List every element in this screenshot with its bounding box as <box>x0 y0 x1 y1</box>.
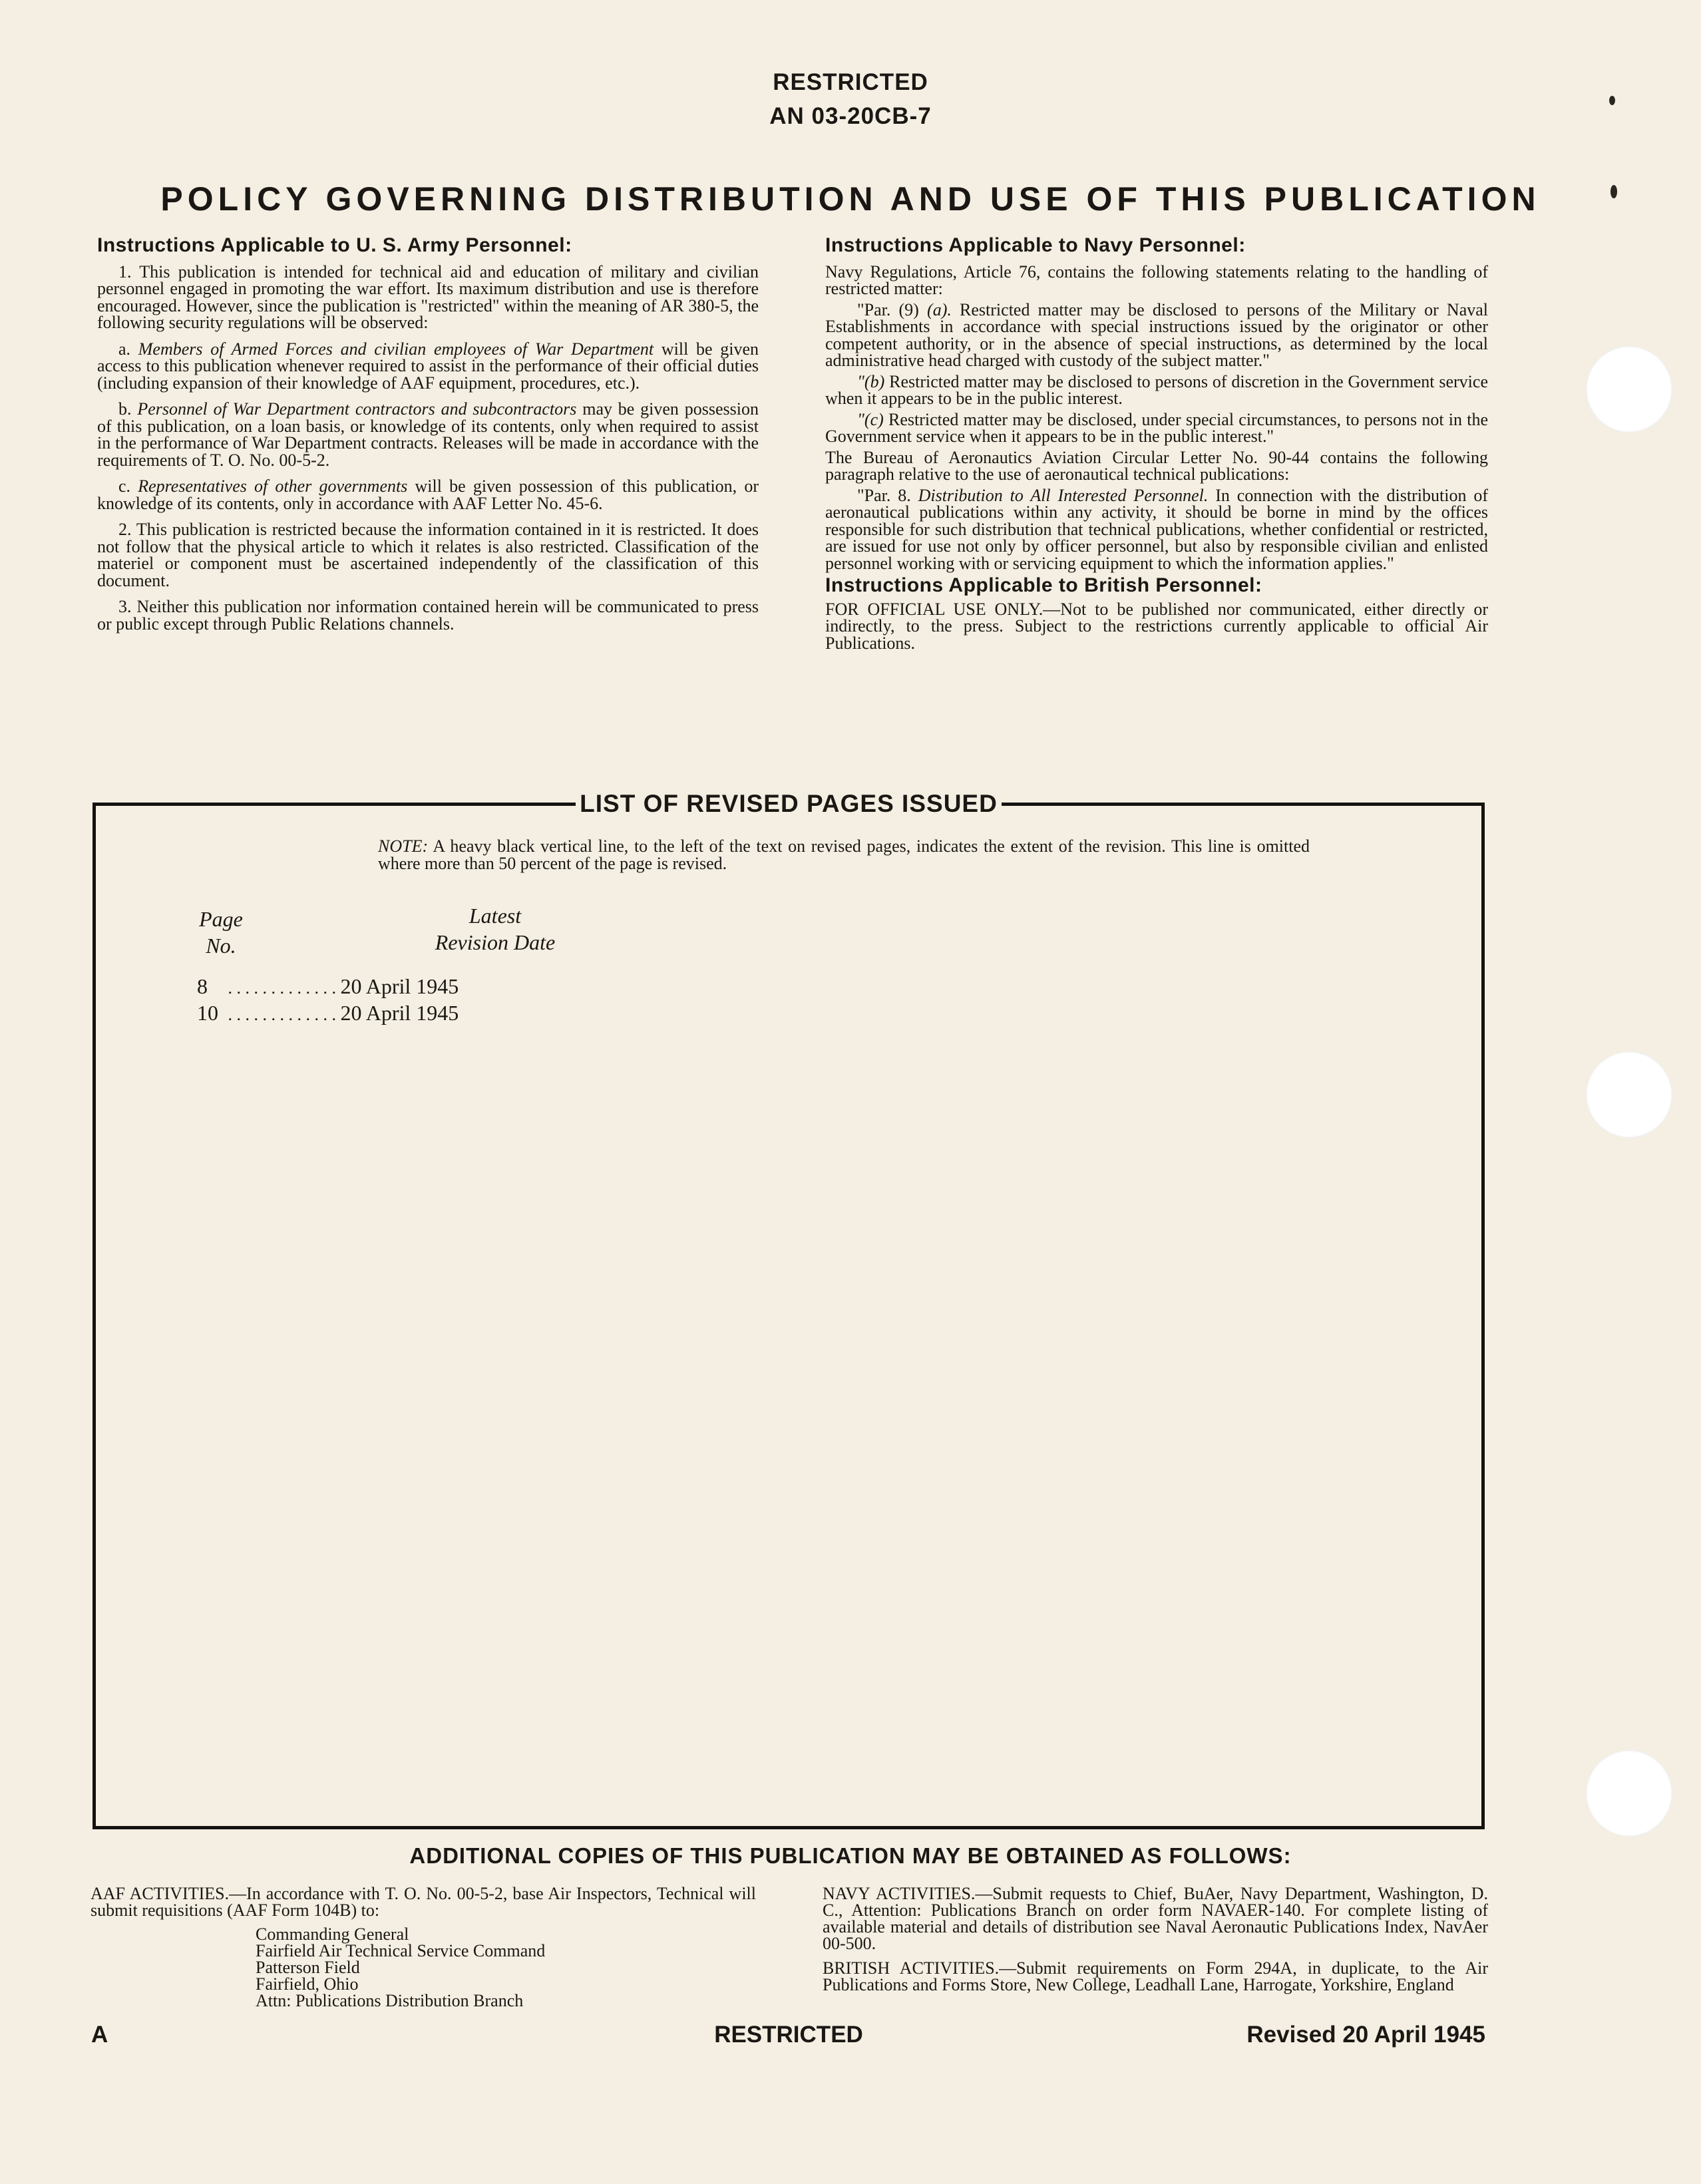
navy-activities-text: NAVY ACTIVITIES.—Submit requests to Chief, BuAer, Navy Department, Washington, D. C., Attention: Publications Branch on order form NAVAER-140. For complete listing of available material and details of distribution see Naval Aeronautic Publications Index, NavAer 00-500. <box>823 1884 1488 1953</box>
army-paragraph-1: 1. This publication is intended for technical aid and education of military and civilian personnel engaged in promoting the war effort. Its maximum distribution and use is therefore encouraged. However, since the publication is "restricted" within the meaning of AR 380-5, the following security regulations will be observed: <box>97 262 759 332</box>
revision-row: 10 . . . . . . . . . . . . . 20 April 1945 <box>197 1001 459 1025</box>
revision-note: NOTE: A heavy black vertical line, to the left of the text on revised pages, indicates the extent of the revision. This line is omitted where more than 50 percent of the page is revised. <box>378 836 1310 873</box>
aaf-activities-text: AAF ACTIVITIES.—In accordance with T. O. No. 00-5-2, base Air Inspectors, Technical will submit requisitions (AAF Form 104B) to: <box>91 1884 756 1920</box>
navy-heading: Instructions Applicable to Navy Personnel: <box>825 234 1246 256</box>
column-header-page: Page No. <box>199 907 243 958</box>
army-heading: Instructions Applicable to U. S. Army Personnel: <box>97 234 572 256</box>
header-doc-number: AN 03-20CB-7 <box>769 103 932 129</box>
punch-hole-bottom <box>1586 1750 1672 1837</box>
army-paragraph-a: a. Members of Armed Forces and civilian employees of War Department will be given access to this publication whenever required to assist in the performance of their official duties (including expansion of their knowledge of AAF equipment, procedures, etc.). <box>97 339 759 393</box>
revised-pages-title: LIST OF REVISED PAGES ISSUED <box>576 790 1002 817</box>
footer-classification: RESTRICTED <box>714 2022 863 2048</box>
british-activities-text: BRITISH ACTIVITIES.—Submit requirements on Form 294A, in duplicate, to the Air Publications and Forms Store, New College, Leadhall Lane, Harrogate, Yorkshire, England <box>823 1958 1488 1994</box>
navy-bureau-letter: The Bureau of Aeronautics Aviation Circular Letter No. 90-44 contains the following paragraph relative to the use of aeronautical technical publications: <box>825 447 1488 484</box>
aaf-address-line: Commanding General <box>256 1924 409 1944</box>
additional-copies-title: ADDITIONAL COPIES OF THIS PUBLICATION MAY BE OBTAINED AS FOLLOWS: <box>409 1843 1292 1868</box>
army-section <box>97 234 759 641</box>
navy-par-9a: "Par. (9) (a). Restricted matter may be disclosed to persons of the Military or Naval Establishments in accordance with special instructions issued by the originator or other competent authority, or in the absence of special instructions, as determined by the local administrative head charged with custody of the subject matter." <box>825 299 1488 370</box>
punch-hole-top <box>1586 346 1672 433</box>
navy-intro: Navy Regulations, Article 76, contains the following statements relating to the handling of restricted matter: <box>825 262 1488 298</box>
column-header-date: Latest Revision Date <box>435 904 556 954</box>
footer-page-letter: A <box>91 2022 108 2048</box>
aaf-address-line: Fairfield, Ohio <box>256 1974 359 1994</box>
aaf-address-line: Patterson Field <box>256 1958 360 1977</box>
british-heading: Instructions Applicable to British Personnel: <box>825 574 1262 596</box>
army-paragraph-b: b. Personnel of War Department contractors and subcontractors may be given possession of this publication, on a loan basis, or knowledge of its contents, only when required to assist in the performance of War Department contracts. Releases will be made in accordance with the requirements of T. O. No. 00-5-2. <box>97 399 759 470</box>
british-text: FOR OFFICIAL USE ONLY.—Not to be published nor communicated, either directly or indirectly, to the press. Subject to the restrictions currently applicable to official Air Publications. <box>825 599 1488 653</box>
aaf-address-line: Attn: Publications Distribution Branch <box>256 1991 524 2010</box>
footer-revision-date: Revised 20 April 1945 <box>1246 2022 1485 2048</box>
header-classification: RESTRICTED <box>773 69 928 95</box>
revision-row: 8 . . . . . . . . . . . . . 20 April 1945 <box>197 974 459 998</box>
navy-par-8: "Par. 8. Distribution to All Interested Personnel. In connection with the distribution of aeronautical publications within any activity, it should be borne in mind by the offices responsible for such distribution that technical publications, whether confidential or restricted, are issued for use not only by officer personnel, but also by responsible civilian and enlisted personnel working with or servicing equipment to which the information applies." <box>825 485 1489 573</box>
navy-british-section <box>825 234 1489 661</box>
army-paragraph-c: c. Representatives of other governments will be given possession of this publication, or knowledge of its contents, only in accordance with AAF Letter No. 45-6. <box>97 476 759 513</box>
navy-par-c: "(c) Restricted matter may be disclosed, under special circumstances, to persons not in the Government service when it appears to be in the public interest." <box>825 409 1488 446</box>
revised-pages-box <box>93 790 1485 1829</box>
page-title: POLICY GOVERNING DISTRIBUTION AND USE OF THIS PUBLICATION <box>160 180 1541 218</box>
punch-hole-middle <box>1586 1051 1672 1138</box>
aaf-address-line: Fairfield Air Technical Service Command <box>256 1941 546 1960</box>
army-paragraph-2: 2. This publication is restricted because the information contained in it is restricted. It does not follow that the physical article to which it relates is also restricted. Classification of the materiel or component must be ascertained independently of the classification of this document. <box>97 520 759 590</box>
army-paragraph-3: 3. Neither this publication nor information contained herein will be communicated to press or public except through Public Relations channels. <box>97 597 759 634</box>
navy-par-b: "(b) Restricted matter may be disclosed to persons of discretion in the Government service when it appears to be in the public interest. <box>825 371 1488 408</box>
